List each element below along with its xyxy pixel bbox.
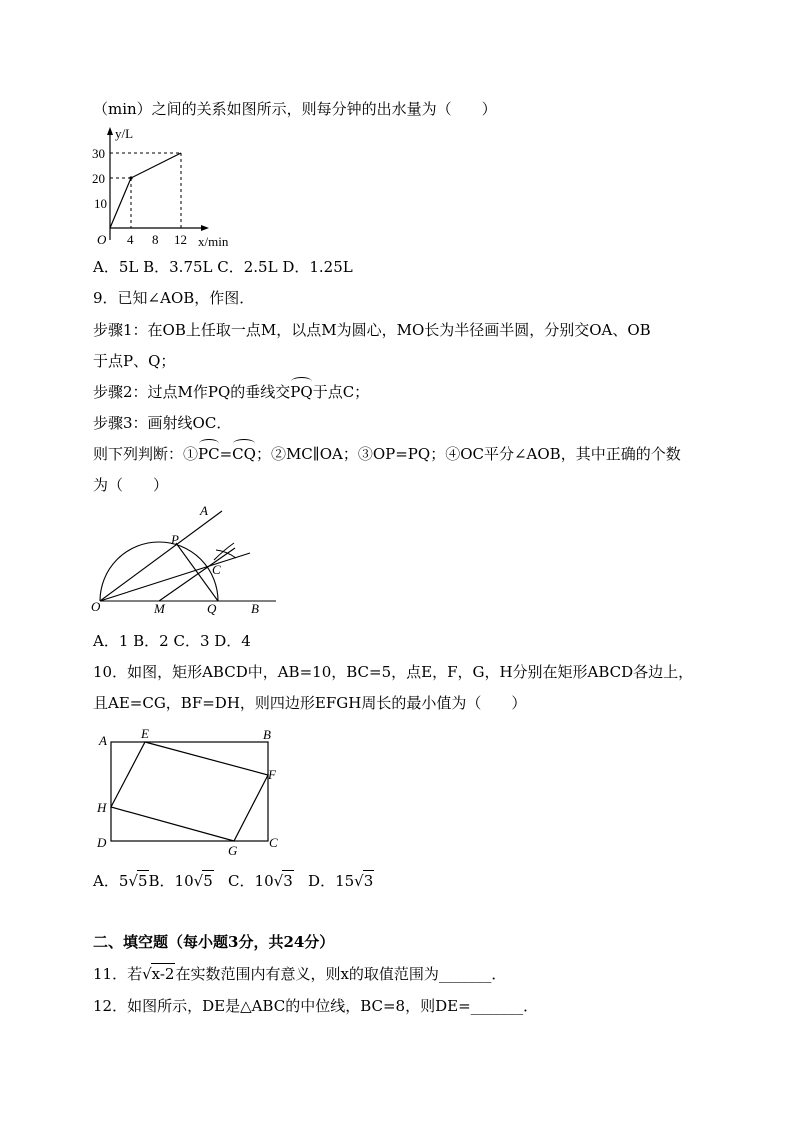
q10-label-a: A — [99, 733, 107, 748]
q9-step3: 步骤3：画射线OC． — [93, 414, 232, 432]
q10-label-h: H — [97, 800, 107, 815]
q10-label-c: C — [269, 835, 278, 850]
q8-x-tick: 8 — [152, 232, 159, 247]
q9-label-c: C — [212, 562, 221, 577]
q9-label-p: P — [171, 532, 179, 547]
q8-y-tick: 20 — [92, 171, 105, 186]
q9-construction-figure — [88, 500, 288, 620]
q8-water-graph — [88, 122, 268, 252]
q8-y-tick: 30 — [92, 146, 105, 161]
q9-label-b: B — [251, 601, 259, 616]
q8-options: A．5L B．3.75L C．2.5L D．1.25L — [93, 258, 353, 276]
q10-label-e: E — [141, 726, 149, 741]
q10-label-f: F — [268, 767, 276, 782]
q8-origin-label: O — [97, 232, 107, 247]
section-2-title: 二、填空题（每小题3分，共24分） — [93, 933, 335, 951]
q9-judgement: 则下列判断：①PC=CQ；②MC∥OA；③OP=PQ；④OC平分∠AOB，其中正确的个数 — [93, 445, 681, 463]
q8-x-tick: 12 — [174, 232, 187, 247]
q9-judgement-end: 为（ ） — [93, 476, 169, 494]
q9-options: A．1 B．2 C．3 D．4 — [93, 632, 251, 650]
q9-step2: 步骤2：过点M作PQ的垂线交PQ于点C； — [93, 383, 370, 401]
arc-pc: PC — [198, 445, 220, 463]
arc-cq: CQ — [232, 445, 256, 463]
q8-y-tick: 10 — [94, 196, 107, 211]
q10-label-g: G — [228, 843, 238, 858]
q9-label-q: Q — [207, 601, 217, 616]
q11-text: 11．若√x-2在实数范围内有意义，则x的取值范围为_______． — [93, 965, 507, 983]
q10-stem-cont: 且AE=CG，BF=DH，则四边形EFGH周长的最小值为（ ） — [93, 694, 527, 712]
q9-step1: 步骤1：在OB上任取一点M，以点M为圆心，MO长为半径画半圆，分别交OA、OB — [93, 321, 651, 339]
q10-stem: 10．如图，矩形ABCD中，AB=10，BC=5，点E，F，G，H分别在矩形ABCD各边上， — [93, 663, 694, 681]
q12-text: 12．如图所示，DE是△ABC的中位线，BC=8，则DE=_______． — [93, 997, 539, 1015]
q9-step1-cont: 于点P、Q； — [93, 352, 176, 370]
q9-label-o: O — [91, 599, 101, 614]
q9-label-a: A — [200, 503, 208, 518]
q10-rectangle-figure — [93, 726, 293, 856]
arc-pq: PQ — [290, 383, 313, 401]
q8-x-axis-label: x/min — [198, 234, 229, 249]
q10-label-d: D — [97, 835, 107, 850]
q9-stem: 9．已知∠AOB，作图． — [93, 289, 255, 307]
q9-label-m: M — [154, 601, 165, 616]
q8-stem: （min）之间的关系如图所示，则每分钟的出水量为（ ） — [93, 100, 497, 118]
q8-y-axis-label: y/L — [115, 126, 134, 141]
q10-label-b: B — [263, 727, 271, 742]
q10-options: A．5√5B．10√5 C．10√3 D．15√3 — [93, 872, 374, 890]
q8-x-tick: 4 — [127, 232, 134, 247]
